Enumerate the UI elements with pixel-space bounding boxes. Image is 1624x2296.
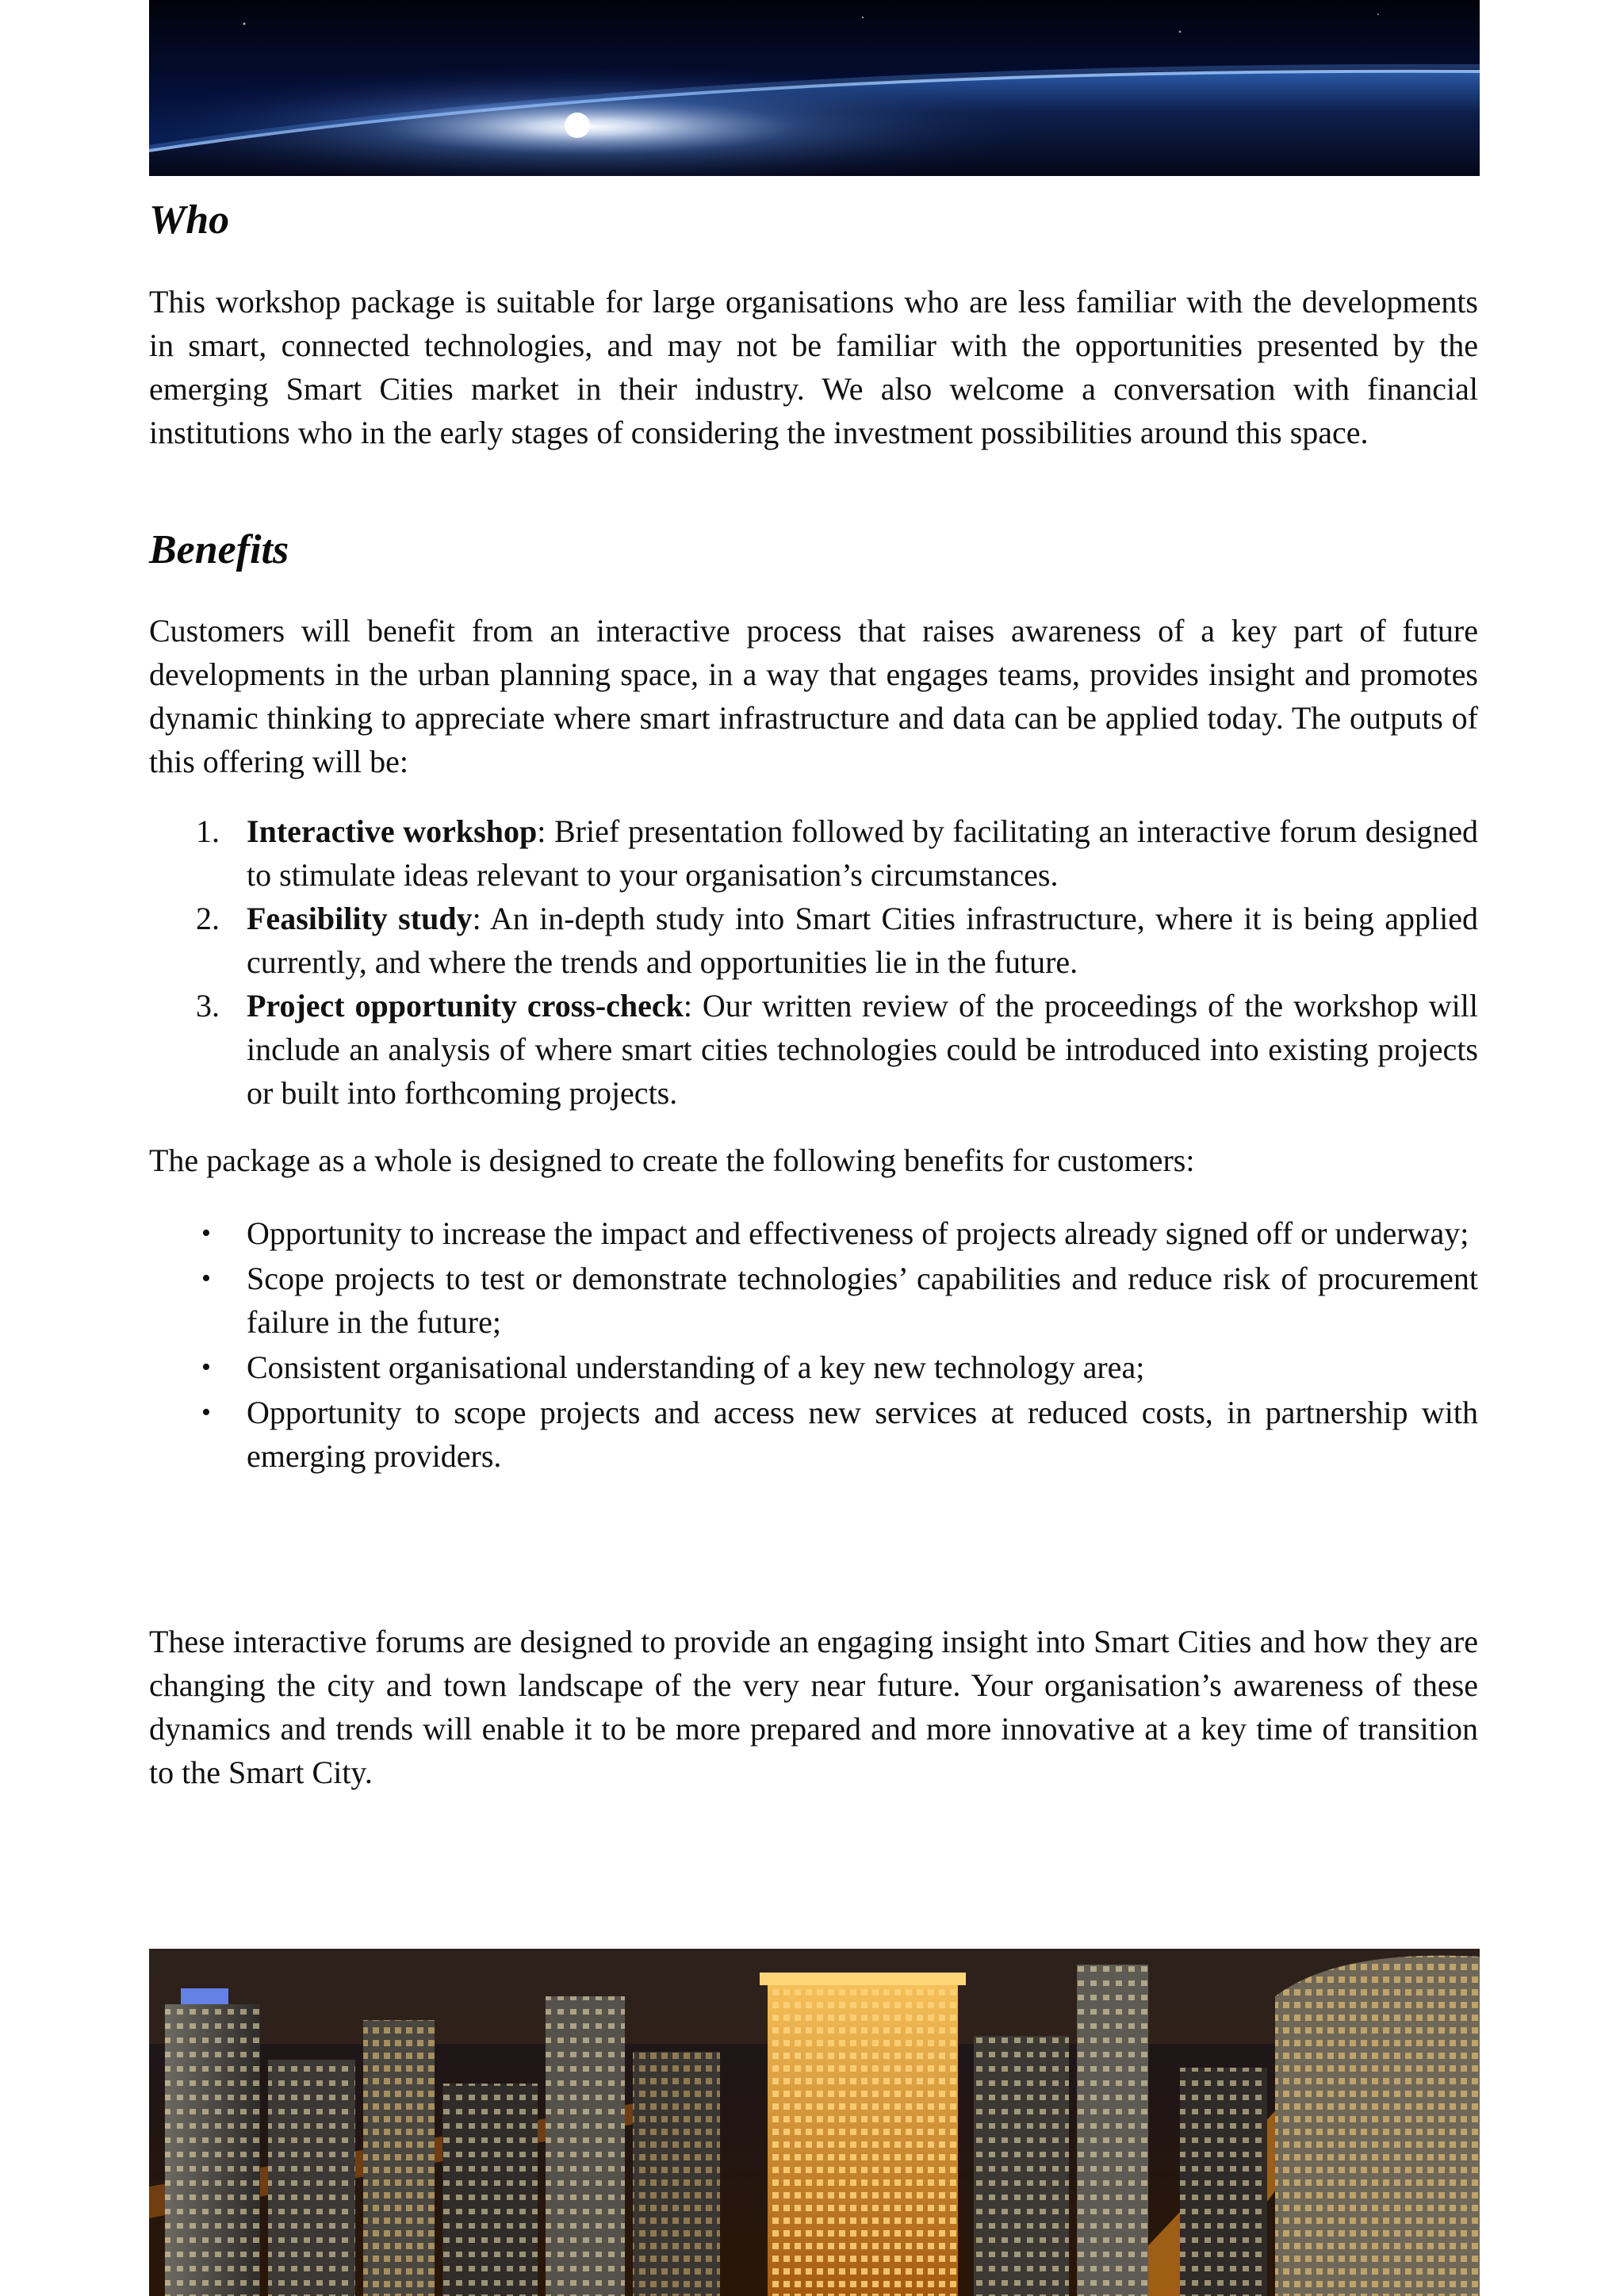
closing-block <box>149 1620 1478 1794</box>
benefits-heading: Benefits <box>149 527 289 572</box>
benefit-item <box>149 1391 1478 1478</box>
earth-horizon-image <box>149 0 1480 176</box>
benefits-section <box>149 526 1478 574</box>
night-city-image <box>149 1949 1480 2296</box>
benefit-item <box>149 1211 1478 1255</box>
benefit-text: Opportunity to scope projects and access new services at reduced costs, in partnership with emerging providers. <box>247 1395 1478 1474</box>
bullet-icon: • <box>201 1264 211 1293</box>
bullet-icon: • <box>201 1353 211 1382</box>
who-body-block <box>149 280 1478 454</box>
bullet-icon: • <box>201 1398 211 1427</box>
benefits-bullets-block <box>149 1211 1478 1478</box>
benefits-bullet-list <box>149 1211 1478 1478</box>
output-term: Project opportunity cross-check <box>247 988 684 1024</box>
output-text: : Brief presentation followed by facilitating an interactive forum designed to stimulate ideas relevant to your organisation’s circumstances. <box>247 813 1478 893</box>
benefit-text: Scope projects to test or demonstrate technologies’ capabilities and reduce risk of procurement failure in the future; <box>247 1261 1478 1340</box>
closing-paragraph: These interactive forums are designed to provide an engaging insight into Smart Cities and how they are changing the city and town landscape of the very near future. Your organisation’s awareness of these dynamics and trends will enable it to be more prepared and more innovative at a key time of transition to the Smart City. <box>149 1624 1478 1790</box>
output-item <box>149 809 1478 897</box>
who-section <box>149 197 1478 244</box>
benefits-intro-paragraph: Customers will benefit from an interactive process that raises awareness of a key part of future developments in the urban planning space, in a way that engages teams, provides insight and promotes dynamic thinking to appreciate where smart infrastructure and data can be applied today. The outputs of this offering will be: <box>149 613 1478 779</box>
bullet-icon: • <box>201 1219 211 1248</box>
output-number: 2. <box>196 901 220 936</box>
output-term: Interactive workshop <box>247 813 538 849</box>
benefit-text: Consistent organisational understanding of a key new technology area; <box>247 1349 1145 1385</box>
output-term: Feasibility study <box>247 901 473 936</box>
benefit-item <box>149 1345 1478 1389</box>
output-text: : Our written review of the proceedings of the workshop will include an analysis of where smart cities technologies could be introduced into existing projects or built into forthcoming projects. <box>247 988 1478 1111</box>
who-heading: Who <box>149 197 230 243</box>
benefit-text: Opportunity to increase the impact and effectiveness of projects already signed off or underway; <box>247 1215 1469 1251</box>
output-item <box>149 984 1478 1115</box>
package-intro-paragraph: The package as a whole is designed to create the following benefits for customers: <box>149 1142 1195 1178</box>
benefits-intro-block <box>149 609 1478 783</box>
outputs-list <box>149 809 1478 1115</box>
who-paragraph: This workshop package is suitable for large organisations who are less familiar with the developments in smart, connected technologies, and may not be familiar with the opportunities presented by the emerging Smart Cities market in their industry. We also welcome a conversation with financial institutions who in the early stages of considering the investment possibilities around this space. <box>149 284 1478 450</box>
package-intro-block <box>149 1138 1478 1182</box>
output-number: 3. <box>196 988 220 1024</box>
output-number: 1. <box>196 813 220 849</box>
output-text: : An in-depth study into Smart Cities infrastructure, where it is being applied currently, and where the trends and opportunities lie in the future. <box>247 901 1478 980</box>
output-item <box>149 897 1478 984</box>
benefit-item <box>149 1257 1478 1344</box>
outputs-list-block <box>149 809 1478 1115</box>
